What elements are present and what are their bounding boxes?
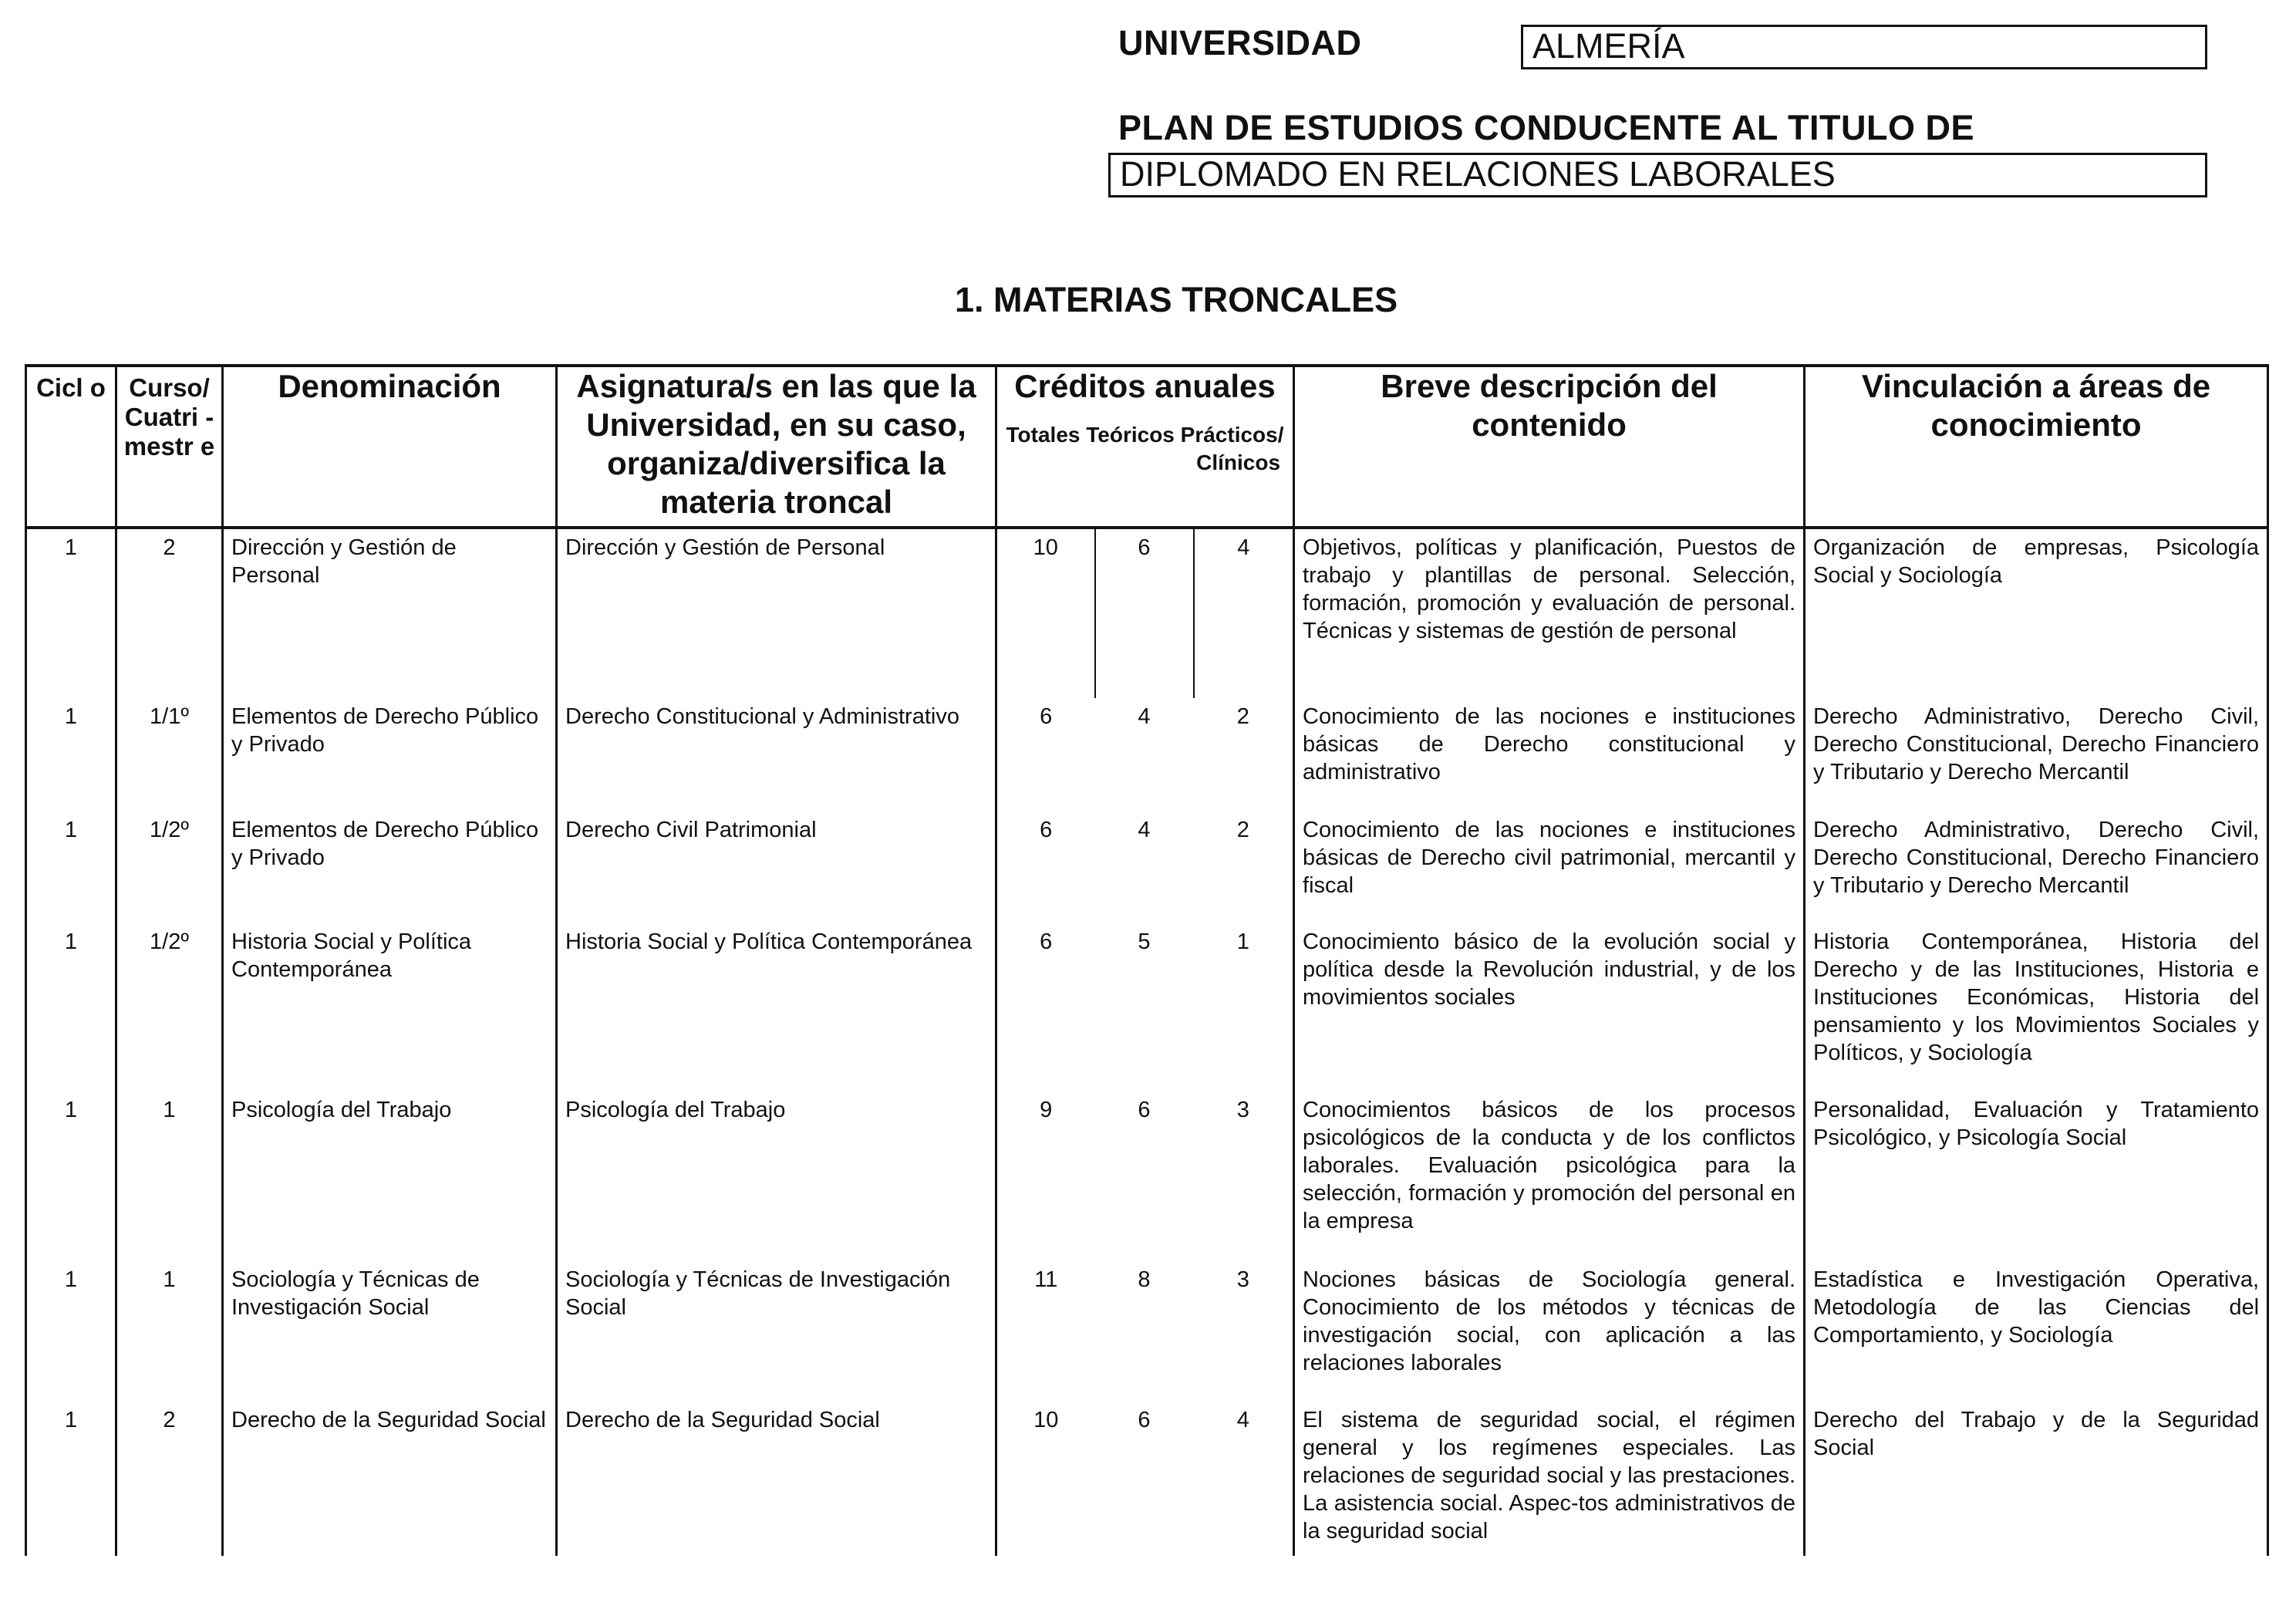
plan-title: PLAN DE ESTUDIOS CONDUCENTE AL TITULO DE	[1118, 108, 1975, 147]
cell-ciclo: 1	[26, 1402, 116, 1556]
cell-descripcion: Objetivos, políticas y planificación, Puestos de trabajo y plantillas de personal. Selección, formación, promoción y evaluación de personal. Técnicas y sistemas de gestión de personal	[1294, 528, 1805, 698]
cell-teoricos: 6	[1138, 1098, 1151, 1122]
table-row	[26, 528, 2268, 698]
cell-vinculacion: Derecho Administrativo, Derecho Civil, Derecho Constitucional, Derecho Financiero y Tributario y Derecho Mercantil	[1805, 698, 2268, 811]
cell-vinculacion: Organización de empresas, Psicología Social y Sociología	[1805, 528, 2268, 698]
cell-ciclo: 1	[26, 1261, 116, 1402]
university-field: ALMERÍA	[1521, 25, 2207, 69]
header-creditos-label: Créditos anuales	[1014, 368, 1276, 404]
cell-curso: 2	[116, 1402, 223, 1556]
header-denominacion: Denominación	[223, 366, 557, 528]
table-row	[26, 811, 2268, 923]
cell-practicos: 2	[1194, 698, 1294, 811]
table-row	[26, 923, 2268, 1091]
cell-teoricos: 8	[1138, 1267, 1151, 1292]
cell-denominacion: Derecho de la Seguridad Social	[223, 1402, 557, 1556]
table-row	[26, 698, 2268, 811]
cell-ciclo: 1	[26, 698, 116, 811]
cell-totales: 10	[1033, 1408, 1059, 1432]
table-header-row	[26, 366, 2268, 528]
cell-asignatura: Historia Social y Política Contemporánea	[557, 923, 996, 1091]
header-curso: Curso/ Cuatri - mestr e	[116, 366, 223, 528]
cell-denominacion: Dirección y Gestión de Personal	[223, 528, 557, 698]
cell-descripcion: Conocimientos básicos de los procesos psicológicos de la conducta y de los conflictos laborales. Evaluación psicológica para la selección, formación y promoción del personal en la empresa	[1294, 1091, 1805, 1261]
cell-curso: 2	[116, 528, 223, 698]
header-asignatura: Asignatura/s en las que la Universidad, en su caso, organiza/diversifica la materia troncal	[557, 366, 996, 528]
cell-totales: 10	[996, 528, 1095, 698]
cell-asignatura: Derecho Constitucional y Administrativo	[557, 698, 996, 811]
cell-denominacion: Psicología del Trabajo	[223, 1091, 557, 1261]
table-row	[26, 1402, 2268, 1556]
cell-practicos: 3	[1194, 1091, 1294, 1261]
cell-descripcion: Conocimiento de las nociones e instituciones básicas de Derecho constitucional y administrativo	[1294, 698, 1805, 811]
troncales-table	[25, 364, 2269, 1556]
header-creditos-sub-label: Totales Teóricos Prácticos/	[1006, 423, 1284, 447]
cell-asignatura: Sociología y Técnicas de Investigación Social	[557, 1261, 996, 1402]
cell-asignatura: Derecho de la Seguridad Social	[557, 1402, 996, 1556]
cell-descripcion: Conocimiento básico de la evolución social y política desde la Revolución industrial, y de los movimientos sociales	[1294, 923, 1805, 1091]
cell-teoricos: 6	[1138, 1408, 1151, 1432]
cell-vinculacion: Personalidad, Evaluación y Tratamiento Psicológico, y Psicología Social	[1805, 1091, 2268, 1261]
cell-vinculacion: Derecho Administrativo, Derecho Civil, Derecho Constitucional, Derecho Financiero y Tributario y Derecho Mercantil	[1805, 811, 2268, 923]
cell-ciclo: 1	[26, 923, 116, 1091]
cell-asignatura: Dirección y Gestión de Personal	[557, 528, 996, 698]
cell-practicos: 3	[1194, 1261, 1294, 1402]
cell-asignatura: Derecho Civil Patrimonial	[557, 811, 996, 923]
cell-totales: 6	[1040, 929, 1053, 954]
cell-teoricos: 4	[1138, 818, 1151, 842]
section-title: 1. MATERIAS TRONCALES	[955, 280, 1398, 319]
cell-vinculacion: Historia Contemporánea, Historia del Derecho y de las Instituciones, Historia e Instituciones Económicas, Historia del pensamiento y los Movimientos Sociales y Políticos, y Sociología	[1805, 923, 2268, 1091]
cell-curso: 1/2º	[116, 923, 223, 1091]
cell-curso: 1/2º	[116, 811, 223, 923]
degree-field: DIPLOMADO EN RELACIONES LABORALES	[1108, 153, 2207, 197]
cell-ciclo: 1	[26, 528, 116, 698]
cell-teoricos: 6	[1095, 528, 1194, 698]
cell-teoricos: 5	[1138, 929, 1151, 954]
cell-denominacion: Sociología y Técnicas de Investigación Social	[223, 1261, 557, 1402]
header-creditos-sub	[1002, 421, 1288, 477]
cell-ciclo: 1	[26, 811, 116, 923]
cell-teoricos: 4	[1138, 704, 1151, 729]
cell-denominacion: Historia Social y Política Contemporánea	[223, 923, 557, 1091]
cell-curso: 1/1º	[116, 698, 223, 811]
cell-practicos: 4	[1194, 1402, 1294, 1556]
cell-ciclo: 1	[26, 1091, 116, 1261]
cell-practicos: 4	[1194, 528, 1294, 698]
cell-descripcion: El sistema de seguridad social, el régimen general y los regímenes especiales. Las relaciones de seguridad social y las prestaciones. La asistencia social. Aspec-tos administrativos de la seguridad social	[1294, 1402, 1805, 1556]
cell-totales: 6	[1040, 818, 1053, 842]
cell-curso: 1	[116, 1091, 223, 1261]
cell-totales: 6	[1040, 704, 1053, 729]
header-ciclo: Cicl o	[26, 366, 116, 528]
header-creditos-clinicos: Clínicos	[1196, 450, 1281, 474]
cell-asignatura: Psicología del Trabajo	[557, 1091, 996, 1261]
cell-practicos: 1	[1194, 923, 1294, 1091]
header-descripcion: Breve descripción del contenido	[1294, 366, 1805, 528]
cell-curso: 1	[116, 1261, 223, 1402]
cell-descripcion: Conocimiento de las nociones e instituciones básicas de Derecho civil patrimonial, mercantil y fiscal	[1294, 811, 1805, 923]
cell-descripcion: Nociones básicas de Sociología general. Conocimiento de los métodos y técnicas de investigación social, con aplicación a las relaciones laborales	[1294, 1261, 1805, 1402]
table-row	[26, 1261, 2268, 1402]
cell-denominacion: Elementos de Derecho Público y Privado	[223, 698, 557, 811]
table-row	[26, 1091, 2268, 1261]
university-label: UNIVERSIDAD	[1118, 23, 1362, 62]
header-vinculacion: Vinculación a áreas de conocimiento	[1805, 366, 2268, 528]
cell-denominacion: Elementos de Derecho Público y Privado	[223, 811, 557, 923]
cell-vinculacion: Derecho del Trabajo y de la Seguridad Social	[1805, 1402, 2268, 1556]
cell-totales: 9	[1040, 1098, 1053, 1122]
cell-totales: 11	[1034, 1267, 1058, 1292]
header-creditos	[996, 366, 1294, 528]
cell-practicos: 2	[1194, 811, 1294, 923]
cell-vinculacion: Estadística e Investigación Operativa, Metodología de las Ciencias del Comportamiento, y Sociología	[1805, 1261, 2268, 1402]
